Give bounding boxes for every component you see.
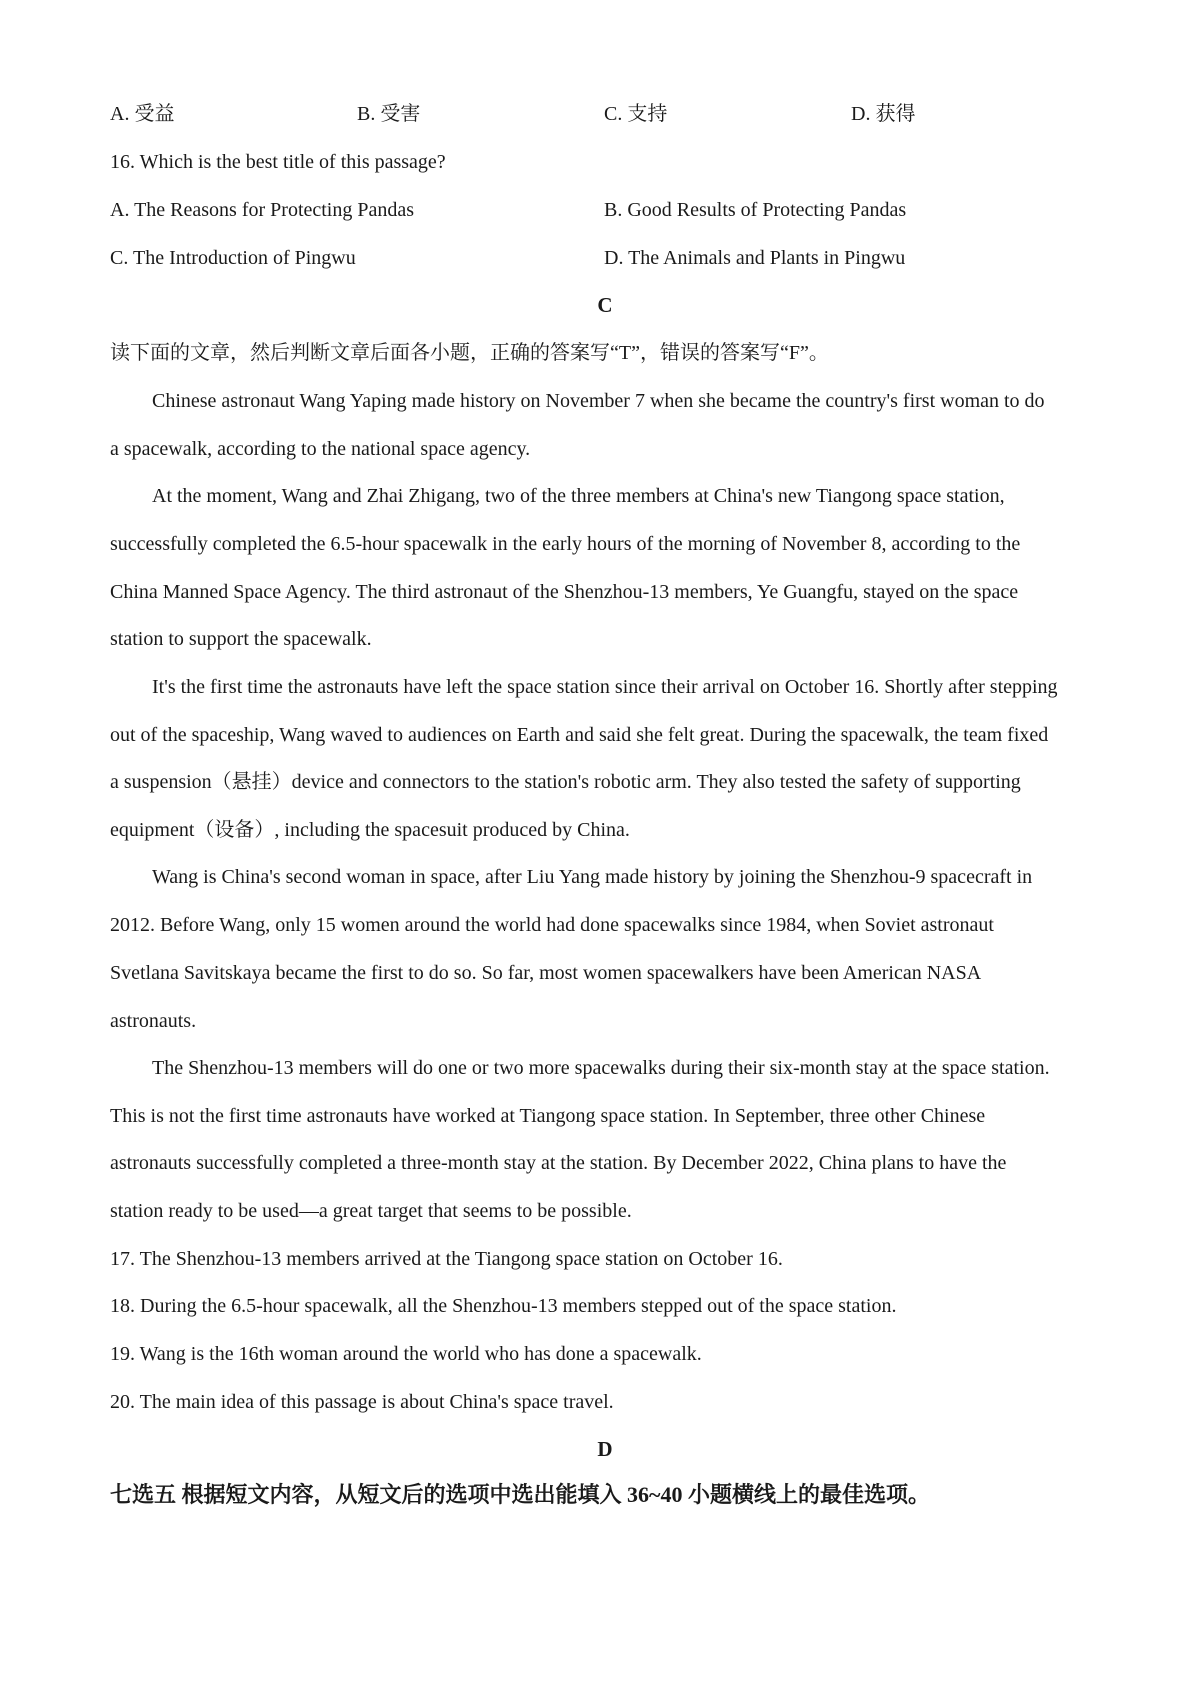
passage-line: The Shenzhou-13 members will do one or two more spacewalks during their six-month stay at the space station. [152, 1057, 1050, 1079]
section-c-heading: C [597, 293, 613, 317]
passage-line: astronauts successfully completed a three-month stay at the station. By December 2022, China plans to have the [110, 1152, 1007, 1174]
passage-line: Svetlana Savitskaya became the first to do so. So far, most women spacewalkers have been American NASA [110, 962, 982, 984]
section-d-instruction: 七选五 根据短文内容，从短文后的选项中选出能填入 36~40 小题横线上的最佳选项。 [110, 1482, 930, 1507]
passage-line: equipment（设备）, including the spacesuit produced by China. [110, 819, 630, 841]
passage-line: a suspension（悬挂）device and connectors to the station's robotic arm. They also tested the safety of supporting [110, 771, 1021, 793]
question-17: 17. The Shenzhou-13 members arrived at the Tiangong space station on October 16. [110, 1248, 783, 1270]
q15-option-a[interactable]: A. 受益 [110, 103, 175, 125]
section-c-instruction: 读下面的文章，然后判断文章后面各小题，正确的答案写“T”，错误的答案写“F”。 [110, 342, 829, 364]
section-d-heading: D [597, 1437, 613, 1461]
question-20: 20. The main idea of this passage is about China's space travel. [110, 1391, 614, 1413]
passage-line: Wang is China's second woman in space, after Liu Yang made history by joining the Shenzhou-9 spacecraft in [152, 866, 1033, 888]
passage-line: astronauts. [110, 1010, 197, 1032]
passage-line: a spacewalk, according to the national space agency. [110, 438, 531, 460]
passage-line: China Manned Space Agency. The third astronaut of the Shenzhou-13 members, Ye Guangfu, stayed on the space [110, 581, 1019, 603]
q15-option-c[interactable]: C. 支持 [604, 103, 668, 125]
passage-line: At the moment, Wang and Zhai Zhigang, two of the three members at China's new Tiangong space station, [152, 485, 1005, 507]
passage-line: out of the spaceship, Wang waved to audiences on Earth and said she felt great. During the spacewalk, the team fixed [110, 724, 1049, 746]
q16-option-d[interactable]: D. The Animals and Plants in Pingwu [604, 247, 906, 269]
q16-option-a[interactable]: A. The Reasons for Protecting Pandas [110, 199, 415, 221]
passage-line: station to support the spacewalk. [110, 628, 372, 650]
passage-line: station ready to be used—a great target that seems to be possible. [110, 1200, 632, 1222]
passage-line: 2012. Before Wang, only 15 women around the world had done spacewalks since 1984, when Soviet astronaut [110, 914, 994, 936]
passage-line: successfully completed the 6.5-hour spacewalk in the early hours of the morning of November 8, according to the [110, 533, 1021, 555]
question-18: 18. During the 6.5-hour spacewalk, all the Shenzhou-13 members stepped out of the space station. [110, 1295, 897, 1317]
question-19: 19. Wang is the 16th woman around the world who has done a spacewalk. [110, 1343, 702, 1365]
q16-option-b[interactable]: B. Good Results of Protecting Pandas [604, 199, 907, 221]
passage-line: This is not the first time astronauts have worked at Tiangong space station. In September, three other Chinese [110, 1105, 986, 1127]
q16-option-c[interactable]: C. The Introduction of Pingwu [110, 247, 356, 269]
q15-option-d[interactable]: D. 获得 [851, 103, 916, 125]
q16-stem: 16. Which is the best title of this passage? [110, 151, 446, 173]
passage-line: Chinese astronaut Wang Yaping made history on November 7 when she became the country's first woman to do [152, 390, 1045, 412]
passage-line: It's the first time the astronauts have left the space station since their arrival on October 16. Shortly after stepping [152, 676, 1058, 698]
q15-option-b[interactable]: B. 受害 [357, 103, 421, 125]
